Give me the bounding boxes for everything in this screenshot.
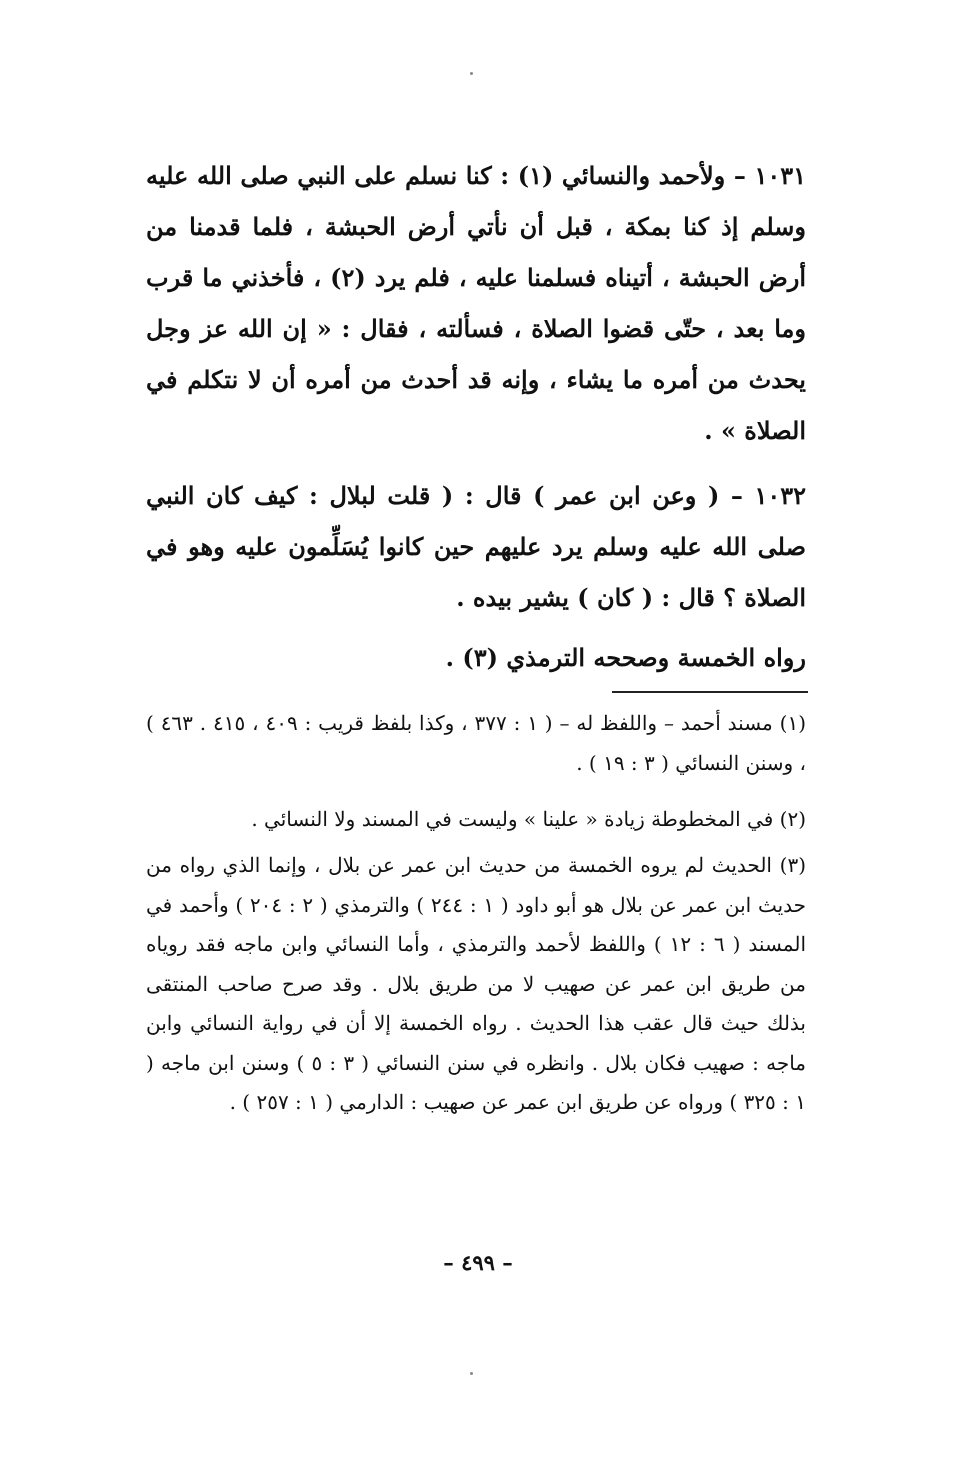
- footnote-2-block: [146, 800, 806, 840]
- hadith-1032-source-text: رواه الخمسة وصححه الترمذي (٣) .: [445, 643, 806, 672]
- footnote-1-text: (١) مسند أحمد – واللفظ له – ( ١ : ٣٧٧ ، وكذا بلفظ قريب : ٤٠٩ ، ٤١٥ . ٤٦٣ ) ، وسنن النسائي ( ٣ : ١٩ ) .: [146, 711, 806, 775]
- footnote-2-text: (٢) في المخطوطة زيادة « علينا » وليست في المسند ولا النسائي .: [251, 807, 806, 831]
- footnote-1-block: [146, 704, 806, 783]
- hadith-1032-text: ١٠٣٢ – ( وعن ابن عمر ) قال : ( قلت لبلال : كيف كان النبي صلى الله عليه وسلم يرد عليهم حين كانوا يُسَلِّمون عليه وهو في الصلاة ؟ قال : ( كان ) يشير بيده .: [146, 481, 806, 612]
- hadith-1031-block: [146, 150, 806, 456]
- page-number: – ٤٩٩ –: [443, 1250, 513, 1275]
- footnote-3-block: [146, 846, 806, 1123]
- scan-speck: [470, 72, 473, 75]
- hadith-1032-block: [146, 470, 806, 623]
- hadith-1032-source-block: [146, 632, 806, 683]
- footnote-separator: [612, 691, 808, 693]
- scan-speck: [470, 1372, 473, 1375]
- hadith-1031-text: ١٠٣١ – ولأحمد والنسائي (١) : كنا نسلم على النبي صلى الله عليه وسلم إذ كنا بمكة ، قبل أن نأتي أرض الحبشة ، فلما قدمنا من أرض الحبشة ، أتيناه فسلمنا عليه ، فلم يرد (٢) ، فأخذني ما قرب وما بعد ، حتّى قضوا الصلاة ، فسألته ، فقال : « إن الله عز وجل يحدث من أمره ما يشاء ، وإنه قد أحدث من أمره أن لا نتكلم في الصلاة » .: [146, 161, 806, 445]
- footnote-3-text: (٣) الحديث لم يروه الخمسة من حديث ابن عمر عن بلال ، وإنما الذي رواه من حديث ابن عمر عن بلال هو أبو داود ( ١ : ٢٤٤ ) والترمذي ( ٢ : ٢٠٤ ) وأحمد في المسند ( ٦ : ١٢ ) واللفظ لأحمد والترمذي ، وأما النسائي وابن ماجه فقد روياه من طريق ابن عمر عن صهيب لا من طريق بلال . وقد صرح صاحب المنتقى بذلك حيث قال عقب هذا الحديث . رواه الخمسة إلا أن في رواية النسائي وابن ماجه : صهيب فكان بلال . وانظره في سنن النسائي ( ٣ : ٥ ) وسنن ابن ماجه ( ١ : ٣٢٥ ) ورواه عن طريق ابن عمر عن صهيب : الدارمي ( ١ : ٢٥٧ ) .: [146, 853, 807, 1114]
